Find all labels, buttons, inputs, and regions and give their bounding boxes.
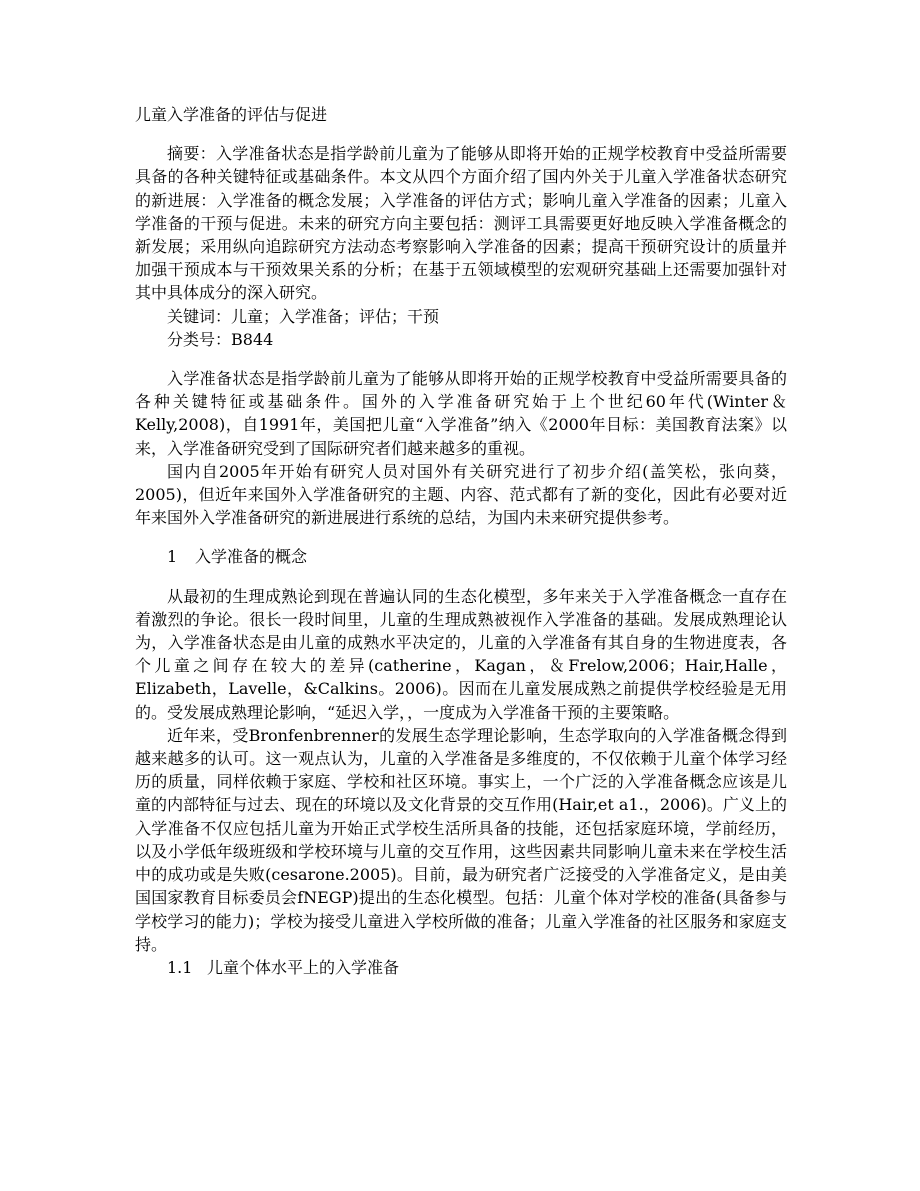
subsection-1-1-number: 1.1 xyxy=(167,957,193,977)
subsection-1-1-heading xyxy=(135,956,787,979)
document-title: 儿童入学准备的评估与促进 xyxy=(135,105,328,124)
intro-paragraph-2: 国内自2005年开始有研究人员对国外有关研究进行了初步介绍(盖笑松，张向葵，2005)，但近年来国外入学准备研究的主题、内容、范式都有了新的变化，因此有必要对近年来国外入学准备研究的新进展进行系统的总结，为国内未来研究提供参考。 xyxy=(135,461,787,528)
section-1-number: 1 xyxy=(167,547,178,567)
keywords-line: 关键词：儿童；入学准备；评估；干预 xyxy=(167,306,440,326)
subsection-1-1-title: 儿童个体水平上的入学准备 xyxy=(207,957,400,977)
section-1-heading xyxy=(135,545,787,568)
section-1-paragraph-1: 从最初的生理成熟论到现在普遍认同的生态化模型，多年来关于入学准备概念一直存在着激烈的争论。很长一段时间里，儿童的生理成熟被视作入学准备的基础。发展成熟理论认为，入学准备状态是由儿童的成熟水平决定的，儿童的入学准备有其自身的生物进度表，各个儿童之间存在较大的差异(catherine，Kagan，＆Frelow,2006；Hair,Halle，Elizabeth，Lavelle，&Calkins。2006)。因而在儿童发展成熟之前提供学校经验是无用的。受发展成熟理论影响，“延迟入学，，一度成为入学准备干预的主要策略。 xyxy=(135,586,787,722)
classification-line: 分类号：B844 xyxy=(167,329,274,349)
abstract-paragraph: 摘要：入学准备状态是指学龄前儿童为了能够从即将开始的正规学校教育中受益所需要具备的各种关键特征或基础条件。本文从四个方面介绍了国内外关于儿童入学准备状态研究的新进展：入学准备的概念发展；入学准备的评估方式；影响儿童入学准备的因素；儿童入学准备的干预与促进。未来的研究方向主要包括：测评工具需要更好地反映入学准备概念的新发展；采用纵向追踪研究方法动态考察影响入学准备的因素；提高干预研究设计的质量并加强干预成本与干预效果关系的分析；在基于五领域模型的宏观研究基础上还需要加强针对其中具体成分的深入研究。 xyxy=(135,144,787,303)
section-1-title: 入学准备的概念 xyxy=(195,547,308,567)
section-1-paragraph-2: 近年来，受Bronfenbrenner的发展生态学理论影响，生态学取向的入学准备概念得到越来越多的认可。这一观点认为，儿童的入学准备是多维度的，不仅依赖于儿童个体学习经历的质量，同样依赖于家庭、学校和社区环境。事实上，一个广泛的入学准备概念应该是儿童的内部特征与过去、现在的环境以及文化背景的交互作用(Hair,et a1.，2006)。广义上的入学准备不仅应包括儿童为开始正式学校生活所具备的技能，还包括家庭环境，学前经历，以及小学低年级班级和学校环境与儿童的交互作用，这些因素共同影响儿童未来在学校生活中的成功或是失败(cesarone.2005)。目前，最为研究者广泛接受的入学准备定义，是由美国国家教育目标委员会fNEGP)提出的生态化模型。包括：儿童个体对学校的准备(具备参与学校学习的能力)；学校为接受儿童进入学校所做的准备；儿童入学准备的社区服务和家庭支持。 xyxy=(135,725,787,954)
document-page xyxy=(135,103,787,979)
intro-paragraph-1: 入学准备状态是指学龄前儿童为了能够从即将开始的正规学校教育中受益所需要具备的各种关键特征或基础条件。国外的入学准备研究始于上个世纪60年代(Winter＆Kelly,2008)，自1991年，美国把儿童“入学准备”纳入《2000年目标：美国教育法案》以来，入学准备研究受到了国际研究者们越来越多的重视。 xyxy=(135,369,787,458)
